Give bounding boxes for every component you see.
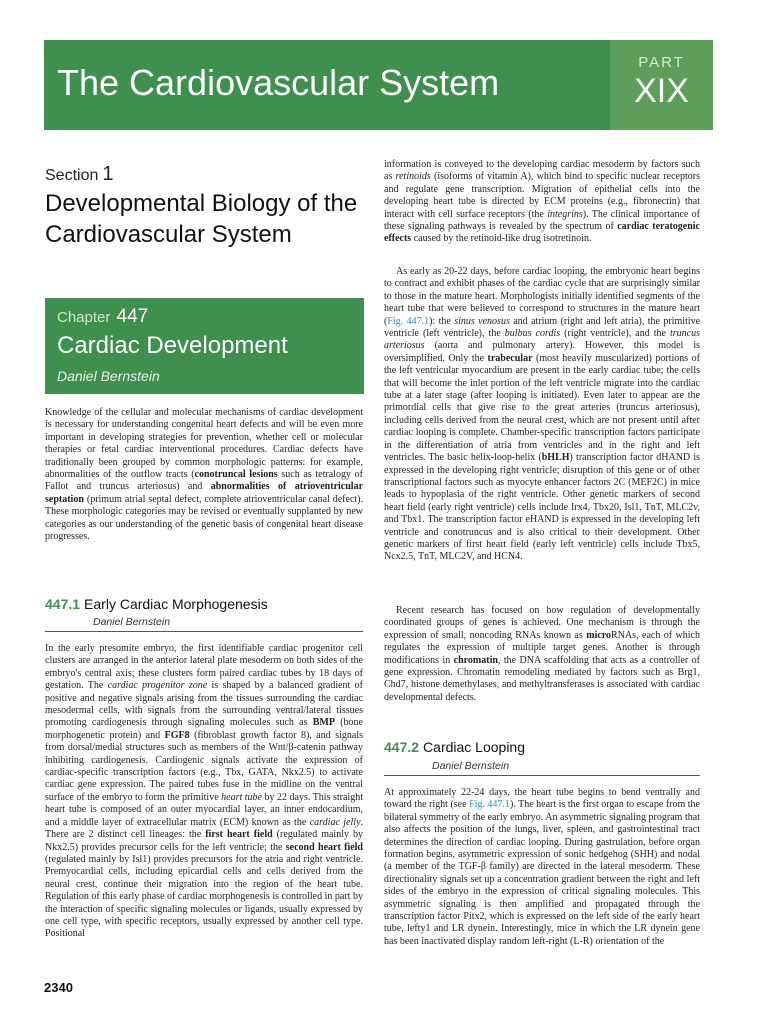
looping-paragraph: At approximately 22-24 days, the heart tube begins to bend ventrally and toward the right (see Fig. 447.1). The heart is the first organ to escape from the bilateral symmetry of the early embryo. An asymmetric signaling program that also affects the position of the lungs, liver, spleen, and gastrointestinal tract determines the direction of cardiac looping. During gastrulation, before organ formation begins, asymmetric expression of sonic hedgehog (SHH) and nodal (a member of the TGF-β family) are directed in the lateral mesoderm. These directionality signals set up a concentration gradient between the right and left sides of the embryo in the expression of critical signaling molecules. This asymmetric signaling is then amplified and propagated through the transcription factor Pitx2, which is expressed on the left side of the early heart tube, lefty1 and LR dynein. Interestingly, mice in which the LR dynein gene has been inactivated display random left-right (L-R) orientation of the <box>384 787 701 947</box>
right-paragraph-1: information is conveyed to the developing cardiac mesoderm by factors such as retinoids (isoforms of vitamin A), which bind to specific nuclear receptors and regulate gene transcription. Migration of epithelial cells into the developing heart tube is directed by ECM proteins (e.g., fibronectin) that interact with cell surface receptors (the integrins). The clinical importance of these signaling pathways is revealed by the spectrum of cardiac teratogenic effects caused by the retinoid-like drug isotretinoin. <box>384 159 700 245</box>
part-banner <box>44 40 713 130</box>
chapter-label: Chapter <box>57 309 111 326</box>
section-label: Section <box>45 167 99 184</box>
morphogenesis-paragraph: In the early presomite embryo, the first identifiable cardiac progenitor cell clusters are arranged in the anterior lateral plate mesoderm on both sides of the embryo's central axis; these clusters form paired cardiac tubes by 18 days of gestation. The cardiac progenitor zone is shaped by a balanced gradient of positive and negative signals arising from the tissues surrounding the cardiac mesodermal cells, with signals from the surrounding ventral/lateral tissues promoting cardiogenesis through signaling molecules such as BMP (bone morphogenetic protein) and FGF8 (fibroblast growth factor 8), and signals from dorsal/medial structures such as members of the Wnt/β-catenin pathway inhibiting cardiogenesis. Cardiogenic signals activate the expression of cardiac-specific transcription factors (e.g., Tbx, GATA, Nkx2.5) to activate cardiac gene expression. The paired tubes fuse in the midline on the ventral surface of the embryo to form the primitive heart tube by 22 days. This straight heart tube is composed of an outer myocardial layer, an inner endocardium, and a middle layer of extracellular matrix (ECM) known as the cardiac jelly. There are 2 distinct cell lineages: the first heart field (regulated mainly by Nkx2.5) provides precursor cells for the left ventricle; the second heart field (regulated mainly by Isl1) provides precursors for the atria and right ventricle. Premyocardial cells, including epicardial cells and cells derived from the neural crest, continue their migration into the region of the heart tube. Regulation of this early phase of cardiac morphogenesis is controlled in part by the interaction of specific signaling molecules or ligands, usually expressed by one cell type, with specific receptors, usually expressed by another cell type. Positional <box>45 643 364 940</box>
subsection-rule <box>45 631 363 632</box>
subsection-title: Cardiac Looping <box>423 739 526 755</box>
subsection-title: Early Cardiac Morphogenesis <box>84 596 268 612</box>
part-number: XIX <box>634 72 689 110</box>
figure-link[interactable]: Fig. 447.1 <box>469 799 510 811</box>
page-number: 2340 <box>44 980 73 995</box>
chapter-title: Cardiac Development <box>57 332 288 359</box>
subsection-heading-447-2 <box>384 739 525 755</box>
right-paragraph-2: As early as 20-22 days, before cardiac looping, the embryonic heart begins to contract and exhibit phases of the cardiac cycle that are surprisingly similar to those in the mature heart. Morphologists initially identified segments of the heart tube that were believed to correspond to structures in the mature heart (Fig. 447.1): the sinus venosus and atrium (right and left atria), the primitive ventricle (left ventricle), the bulbus cordis (right ventricle), and the truncus arteriosus (aorta and pulmonary artery). However, this model is oversimplified. Only the trabecular (most heavily muscularized) portions of the left ventricular myocardium are present in the early cardiac tube; the cells that will become the inlet portion of the left ventricle migrate into the cardiac tube at a later stage (after looping is initiated). Even later to appear are the primordial cells that give rise to the great arteries (truncus arteriosus), including cells derived from the neural crest, which are not present until after cardiac looping is complete. Chamber-specific transcription factors participate in the differentiation of atria from ventricles and in the right and left ventricles. The basic helix-loop-helix (bHLH) transcription factor dHAND is expressed in the developing right ventricle; disruption of this gene or of other transcriptional factors such as myocyte enhancer factors 2C (MEF2C) in mice leads to hypoplasia of the right ventricle. Other genetic markers of second heart field (early right ventricle) cells include Irx4, Tbx20, Isl1, TnT, MLC2v, and Tbx1. The transcription factor eHAND is expressed in the developing left ventricle and conotruncus and is also critical to their development. Other genetic markers of first heart field (early left ventricle) cells include Tbx5, Ncx2.5, TnT, MLC2V, and HCN4. <box>384 266 701 563</box>
figure-link[interactable]: Fig. 447.1 <box>387 315 430 327</box>
section-heading <box>45 163 114 186</box>
subsection-heading-447-1 <box>45 596 268 612</box>
intro-paragraph: Knowledge of the cellular and molecular mechanisms of cardiac development is necessary for understanding congenital heart defects and will be even more important in developing strategies for prevention, whether cell or molecular therapies or fetal cardiac interventional procedures. Cardiac defects have traditionally been grouped by common morphologic patterns: for example, abnormalities of the outflow tracts (conotruncal lesions such as tetralogy of Fallot and truncus arteriosus) and abnormalities of atrioventricular septation (primum atrial septal defect, complete atrioventricular canal defect). These morphologic categories may be revised or eventually supplanted by new categories as our understanding of the genetic basis of congenital heart disease progresses. <box>45 407 364 543</box>
chapter-author: Daniel Bernstein <box>57 368 160 384</box>
book-part-title: The Cardiovascular System <box>57 62 500 103</box>
right-paragraph-3: Recent research has focused on how regulation of developmentally coordinated groups of genes is achieved. One mechanism is through the expression of small, noncoding RNAs known as microRNAs, each of which regulates the expression of multiple target genes. Another is through modifications in chromatin, the DNA scaffolding that acts as a controller of gene expression. Chromatin remodeling mediated by factors such as Brg1, Chd7, histone demethylases, and methyltransferases is associated with cardiac developmental defects. <box>384 605 700 703</box>
subsection-number: 447.1 <box>45 596 81 612</box>
subsection-author: Daniel Bernstein <box>93 616 171 628</box>
section-number: 1 <box>102 163 114 185</box>
subsection-author: Daniel Bernstein <box>432 760 510 772</box>
section-title: Developmental Biology of the Cardiovascular System <box>45 190 358 248</box>
chapter-box <box>45 298 364 394</box>
subsection-rule <box>384 775 700 776</box>
chapter-number: 447 <box>116 306 149 327</box>
subsection-number: 447.2 <box>384 739 420 755</box>
part-number-box <box>610 40 713 130</box>
part-label: PART <box>638 54 685 71</box>
chapter-heading <box>57 306 148 328</box>
